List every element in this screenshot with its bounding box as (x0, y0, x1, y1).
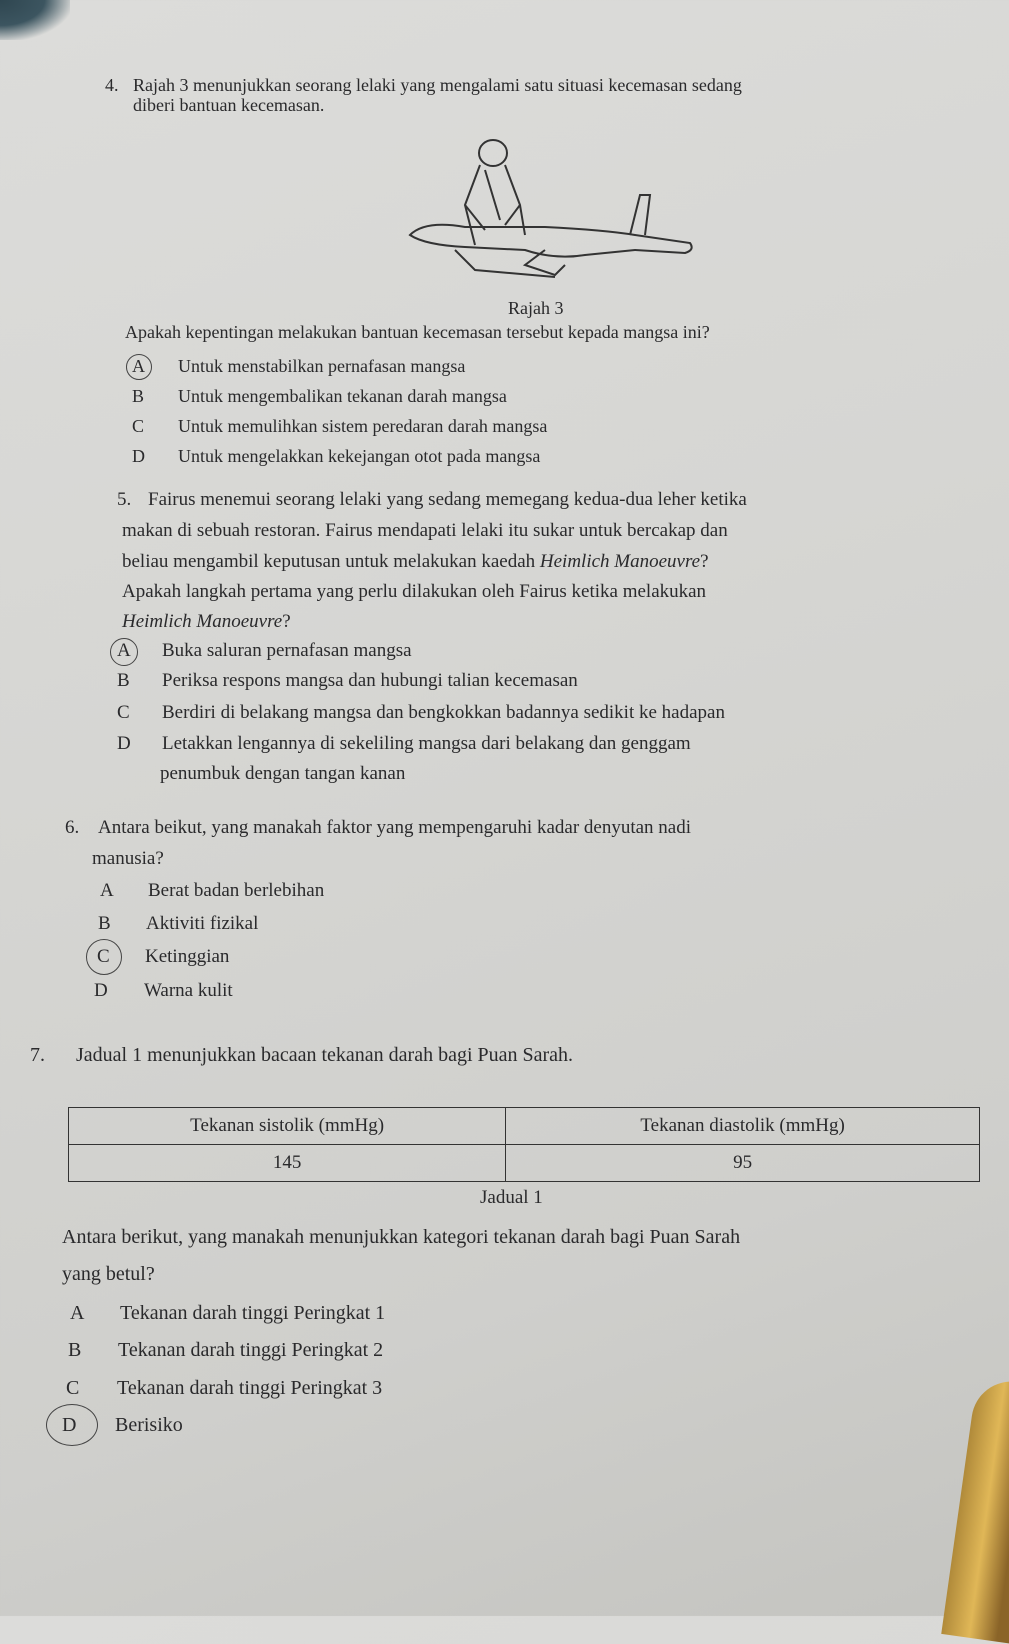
option-letter: B (68, 1339, 82, 1361)
option-letter: B (98, 913, 111, 934)
option-letter: A (117, 640, 131, 661)
q4-stem: diberi bantuan kecemasan. (133, 95, 325, 115)
q5-number: 5. (117, 489, 132, 510)
option-text[interactable]: penumbuk dengan tangan kanan (160, 763, 406, 784)
table-cell: 95 (506, 1145, 980, 1182)
option-text[interactable]: Untuk menstabilkan pernafasan mangsa (178, 356, 466, 376)
option-letter: D (62, 1414, 77, 1436)
option-text[interactable]: Letakkan lengannya di sekeliling mangsa dari belakang dan genggam (162, 733, 691, 754)
option-letter: D (132, 446, 145, 466)
option-letter: B (132, 386, 145, 406)
q4-number: 4. (105, 75, 119, 95)
background-corner (0, 0, 70, 40)
option-text[interactable]: Warna kulit (144, 980, 233, 1001)
q6-stem: manusia? (92, 848, 164, 869)
q4-stem: Rajah 3 menunjukkan seorang lelaki yang mengalami satu situasi kecemasan sedang (133, 75, 742, 95)
q5-stem: Apakah langkah pertama yang perlu dilakukan oleh Fairus ketika melakukan (122, 581, 707, 602)
option-text[interactable]: Periksa respons mangsa dan hubungi talian kecemasan (162, 670, 578, 691)
table-caption: Jadual 1 (480, 1187, 543, 1208)
option-text[interactable]: Tekanan darah tinggi Peringkat 3 (117, 1377, 383, 1399)
text: ? (700, 551, 709, 572)
option-text[interactable]: Berat badan berlebihan (148, 880, 325, 901)
term: Heimlich Manoeuvre (122, 611, 283, 632)
option-letter: C (97, 946, 110, 967)
option-letter: C (117, 702, 130, 723)
term: Heimlich Manoeuvre (539, 551, 701, 572)
q5-stem (122, 611, 291, 633)
q5-stem (122, 551, 709, 573)
cpr-illustration (405, 135, 695, 285)
figure-caption: Rajah 3 (508, 298, 564, 318)
option-letter: C (132, 416, 145, 436)
pencil (941, 1376, 1009, 1643)
option-text[interactable]: Aktiviti fizikal (146, 913, 259, 934)
table-header: Tekanan diastolik (mmHg) (506, 1108, 980, 1145)
option-text[interactable]: Berisiko (115, 1414, 183, 1436)
option-text[interactable]: Untuk mengelakkan kekejangan otot pada mangsa (178, 446, 541, 466)
option-text[interactable]: Untuk mengembalikan tekanan darah mangsa (178, 386, 507, 406)
option-letter: C (66, 1377, 80, 1399)
option-letter: A (100, 880, 114, 901)
option-letter: D (94, 980, 108, 1001)
option-text[interactable]: Tekanan darah tinggi Peringkat 2 (118, 1339, 384, 1361)
option-text[interactable]: Buka saluran pernafasan mangsa (162, 640, 412, 661)
text: ? (282, 611, 291, 632)
q7-question: yang betul? (62, 1263, 155, 1285)
q7-stem: Jadual 1 menunjukkan bacaan tekanan darah bagi Puan Sarah. (76, 1044, 574, 1066)
option-text[interactable]: Tekanan darah tinggi Peringkat 1 (120, 1302, 386, 1324)
option-letter: B (117, 670, 130, 691)
q5-stem: Fairus menemui seorang lelaki yang sedang memegang kedua-dua leher ketika (148, 489, 747, 510)
text: beliau mengambil keputusan untuk melakukan kaedah (122, 551, 540, 572)
q6-stem: Antara beikut, yang manakah faktor yang mempengaruhi kadar denyutan nadi (98, 817, 692, 838)
option-text[interactable]: Berdiri di belakang mangsa dan bengkokkan badannya sedikit ke hadapan (162, 702, 725, 723)
option-letter: A (132, 356, 145, 376)
option-text[interactable]: Ketinggian (145, 946, 230, 967)
option-letter: A (70, 1302, 85, 1324)
q4-question: Apakah kepentingan melakukan bantuan kecemasan tersebut kepada mangsa ini? (125, 322, 710, 342)
q7-number: 7. (30, 1044, 45, 1066)
option-text[interactable]: Untuk memulihkan sistem peredaran darah mangsa (178, 416, 548, 436)
q7-question: Antara berikut, yang manakah menunjukkan kategori tekanan darah bagi Puan Sarah (62, 1226, 741, 1248)
option-letter: D (117, 733, 131, 754)
table-cell: 145 (69, 1145, 506, 1182)
blood-pressure-table (68, 1107, 980, 1182)
q5-stem: makan di sebuah restoran. Fairus mendapati lelaki itu sukar untuk bercakap dan (122, 520, 728, 541)
table-header: Tekanan sistolik (mmHg) (69, 1108, 506, 1145)
q6-number: 6. (65, 817, 80, 838)
